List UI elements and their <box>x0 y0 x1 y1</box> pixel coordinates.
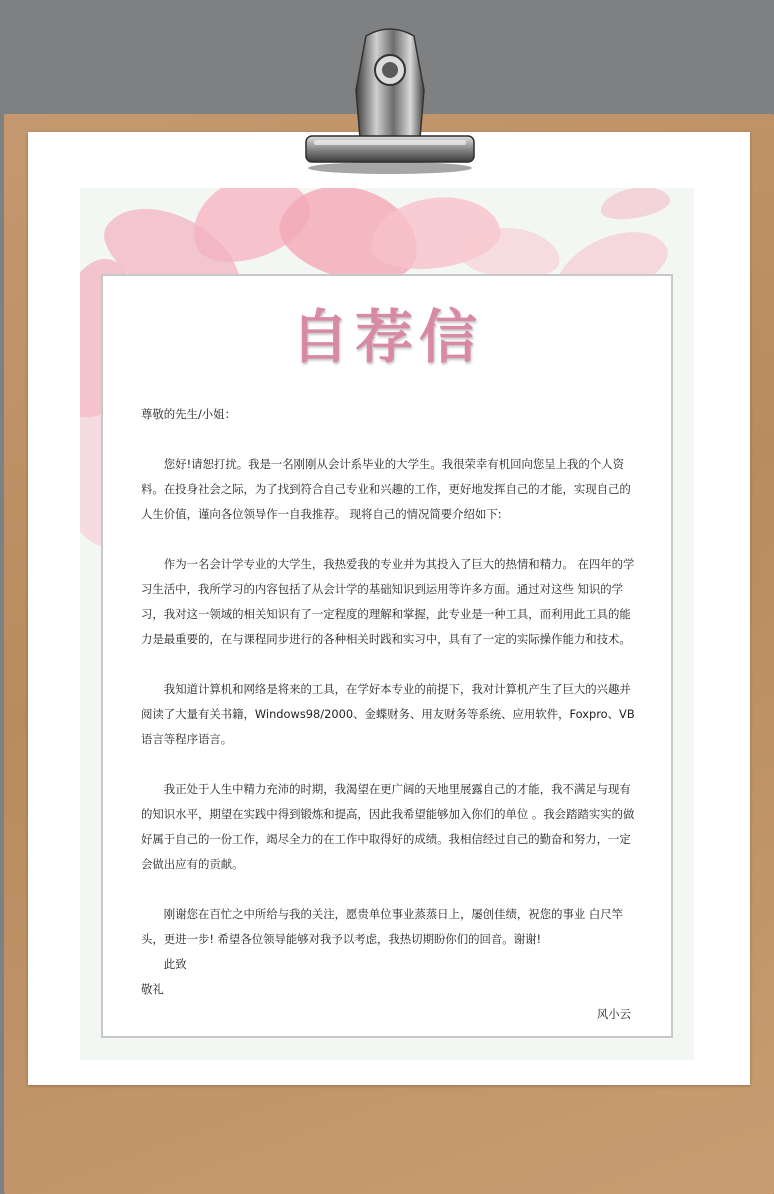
paragraph-1: 您好!请恕打扰。我是一名刚刚从会计系毕业的大学生。我很荣幸有机回向您呈上我的个人资料。在投身社会之际，为了找到符合自己专业和兴趣的工作，更好地发挥自己的才能，实现自己的人生价值，谨向各位领导作一自我推荐。 现将自己的情况简要介绍如下: <box>141 457 631 521</box>
letter-title: 自荐信 <box>290 303 483 371</box>
binder-clip-icon <box>300 28 480 178</box>
paragraph-5: 刚谢您在百忙之中所给与我的关注，愿贵单位事业蒸蒸日上，屡创佳绩，祝您的事业 白尺竿头，更进一步! 希望各位领导能够对我予以考虑，我热切期盼你们的回音。谢谢! <box>141 907 624 946</box>
paragraph-4: 我正处于人生中精力充沛的时期，我渴望在更广阔的天地里展露自己的才能，我不满足与现有的知识水平，期望在实践中得到锻炼和提高，因此我希望能够加入你们的单位 。我会踏踏实实的做好属于自己的一份工作，竭尽全力的在工作中取得好的成绩。我相信经过自己的勤奋和努力，一定会做出应有的贡献。 <box>141 782 635 871</box>
paragraph-3: 我知道计算机和网络是将来的工具，在学好本专业的前提下，我对计算机产生了巨大的兴趣并阅读了大量有关书籍，Windows98/2000、金蝶财务、用友财务等系统、应用软件，Foxpro、VB 语言等程序语言。 <box>141 682 635 746</box>
closing-line-1: 此致 <box>163 957 187 971</box>
signature: 风小云 <box>596 1007 631 1021</box>
petal-decoration <box>598 188 672 224</box>
paragraph-2: 作为一名会计学专业的大学生，我热爱我的专业并为其投入了巨大的热情和精力。 在四年的学习生活中，我所学习的内容包括了从会计学的基础知识到运用等许多方面。通过对这些 知识的学习，我对这一领域的相关知识有了一定程度的理解和掌握，此专业是一种工具，而利用此工具的能力是最重要的，在与课程同步进行的各种相关时践和实习中，具有了一定的实际操作能力和技术。 <box>141 557 635 646</box>
closing-line-2: 敬礼 <box>141 982 164 996</box>
salutation: 尊敬的先生/小姐： <box>141 407 236 421</box>
letter-body <box>141 402 637 1027</box>
